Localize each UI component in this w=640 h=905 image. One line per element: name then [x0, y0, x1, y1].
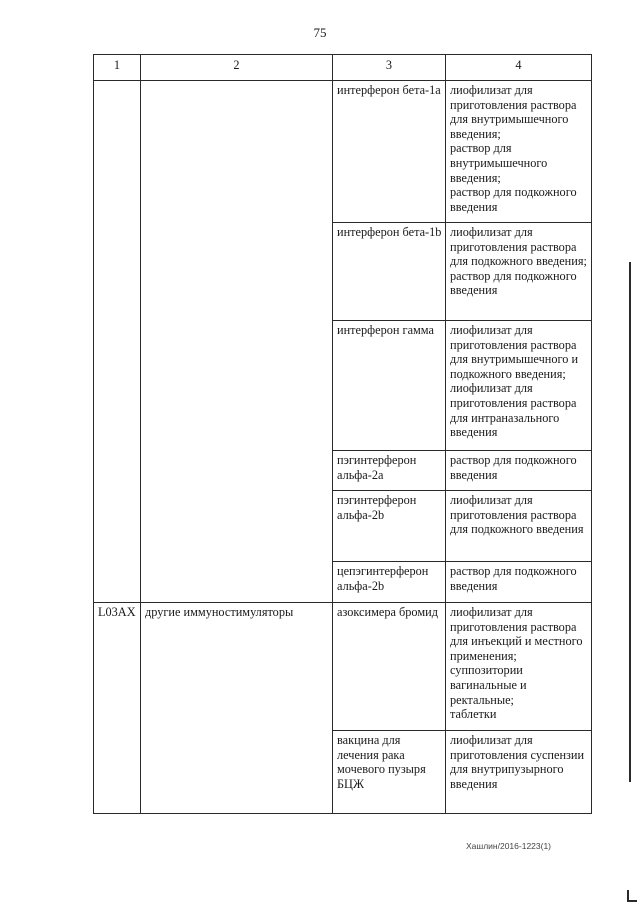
dosage-forms-cell — [446, 731, 592, 814]
group-cell — [141, 81, 333, 603]
header-cell: 2 — [141, 55, 333, 81]
dosage-form: лиофилизат для приготовления раствора для подкожного введения — [450, 493, 584, 537]
dosage-forms-cell — [446, 562, 592, 603]
dosage-form: раствор для подкожного введения — [450, 453, 577, 482]
table-header-row — [94, 55, 592, 81]
header-cell: 4 — [446, 55, 592, 81]
dosage-form: лиофилизат для приготовления суспензии для внутрипузырного введения — [450, 733, 585, 791]
drug-name-cell: пэгинтерферон альфа-2b — [333, 491, 446, 562]
drug-name-cell: вакцина для лечения рака мочевого пузыря БЦЖ — [333, 731, 446, 814]
dosage-form: таблетки — [450, 707, 497, 722]
page-number: 75 — [313, 25, 327, 40]
header-cell: 3 — [333, 55, 446, 81]
group-cell: другие иммуностимуляторы — [141, 603, 333, 814]
code-cell: L03AX — [94, 603, 141, 814]
scan-edge-mark — [629, 262, 631, 782]
drug-name-cell: цепэгинтерферон альфа-2b — [333, 562, 446, 603]
dosage-form: раствор для подкожного введения — [450, 268, 577, 298]
drug-name-cell: интерферон бета-1a — [333, 81, 446, 223]
drug-name-cell: азоксимера бромид — [333, 603, 446, 731]
dosage-form: раствор для подкожного введения — [450, 564, 577, 593]
dosage-form: суппозитории вагинальные и ректальные; — [450, 663, 527, 707]
dosage-form: лиофилизат для приготовления раствора для внутримышечного и подкожного введения; — [450, 323, 579, 381]
drug-name-cell: пэгинтерферон альфа-2a — [333, 451, 446, 491]
header-cell: 1 — [94, 55, 141, 81]
dosage-form: лиофилизат для приготовления раствора для инъекций и местного применения; — [450, 605, 583, 663]
table-row — [94, 81, 592, 223]
table-row — [94, 603, 592, 731]
dosage-forms-cell — [446, 81, 592, 223]
dosage-form: раствор для подкожного введения — [450, 185, 577, 214]
scan-corner-mark — [627, 900, 637, 902]
drug-table — [93, 54, 592, 814]
dosage-forms-cell — [446, 223, 592, 321]
dosage-forms-cell — [446, 491, 592, 562]
dosage-forms-cell — [446, 603, 592, 731]
dosage-form: лиофилизат для приготовления раствора для интраназального введения — [450, 381, 577, 440]
code-cell — [94, 81, 141, 603]
dosage-form: раствор для внутримышечного введения; — [450, 141, 548, 185]
dosage-form: лиофилизат для приготовления раствора для подкожного введения; — [450, 225, 587, 269]
dosage-forms-cell — [446, 451, 592, 491]
dosage-forms-cell — [446, 321, 592, 451]
document-code: Хашлин/2016-1223(1) — [466, 841, 552, 851]
drug-name-cell: интерферон гамма — [333, 321, 446, 451]
drug-name-cell: интерферон бета-1b — [333, 223, 446, 321]
dosage-form: лиофилизат для приготовления раствора для внутримышечного введения; — [450, 83, 577, 141]
